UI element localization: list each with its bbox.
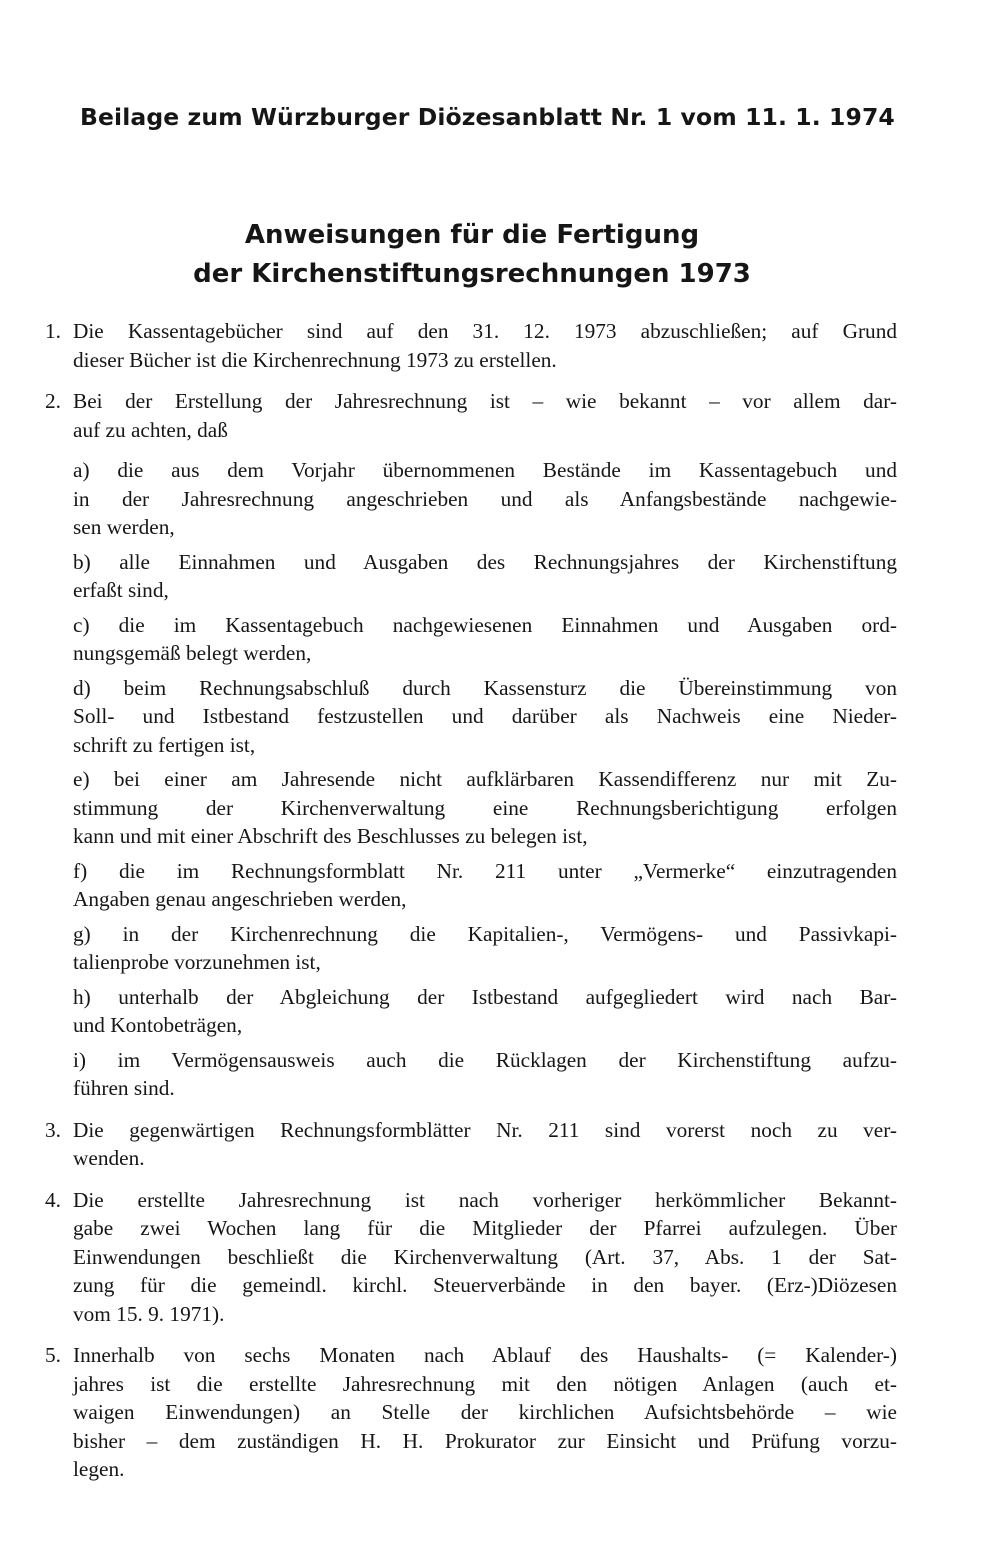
text-line: a) die aus dem Vorjahr übernommenen Bestände im Kassentagebuch und	[73, 458, 897, 482]
instruction-item-4	[45, 1186, 897, 1329]
subitem-f	[73, 857, 897, 914]
text-line: erfaßt sind,	[73, 578, 169, 602]
item-text	[73, 1186, 897, 1329]
item-number: 3.	[45, 1117, 61, 1142]
text-line: und Kontobeträgen,	[73, 1013, 243, 1037]
text-line: führen sind.	[73, 1076, 175, 1100]
title-line-1: Anweisungen für die Fertigung	[244, 220, 700, 250]
text-line: Die Kassentagebücher sind auf den 31. 12. 1973 abzuschließen; auf Grund	[73, 319, 897, 343]
text-line: g) in der Kirchenrechnung die Kapitalien-, Vermögens- und Passivkapi-	[73, 921, 897, 946]
text-line: Soll- und Istbestand festzustellen und darüber als Nachweis eine Nieder-	[73, 704, 897, 728]
text-line: nungsgemäß belegt werden,	[73, 641, 312, 665]
supplement-header: Beilage zum Würzburger Diözesanblatt Nr. 1 vom 11. 1. 1974	[80, 103, 895, 131]
item-text	[73, 387, 897, 444]
instruction-item-2	[45, 387, 897, 1103]
text-line: d) beim Rechnungsabschluß durch Kassensturz die Übereinstimmung von	[73, 675, 897, 700]
text-line: bisher – dem zuständigen H. H. Prokurator zur Einsicht und Prüfung vorzu-	[73, 1428, 897, 1453]
text-line: wenden.	[73, 1146, 145, 1170]
instruction-item-5	[45, 1341, 897, 1484]
text-line: schrift zu fertigen ist,	[73, 732, 256, 757]
subitem-b	[73, 548, 897, 605]
text-line: h) unterhalb der Abgleichung der Istbestand aufgegliedert wird nach Bar-	[73, 984, 897, 1009]
text-line: i) im Vermögensausweis auch die Rücklagen der Kirchenstiftung aufzu-	[73, 1047, 897, 1072]
text-line: waigen Einwendungen) an Stelle der kirchlichen Aufsichtsbehörde – wie	[73, 1400, 897, 1424]
instructions-list	[45, 317, 897, 1484]
text-line: f) die im Rechnungsformblatt Nr. 211 unter „Vermerke“ einzutragenden	[73, 858, 897, 883]
subitem-d	[73, 674, 897, 760]
text-line: zung für die gemeindl. kirchl. Steuerverbände in den bayer. (Erz-)Diözesen	[73, 1273, 897, 1297]
text-line: vom 15. 9. 1971).	[73, 1301, 225, 1326]
text-line: c) die im Kassentagebuch nachgewiesenen Einnahmen und Ausgaben ord-	[73, 612, 897, 637]
text-line: Die erstellte Jahresrechnung ist nach vorheriger herkömmlicher Bekannt-	[73, 1187, 897, 1212]
subitem-i	[73, 1046, 897, 1103]
text-line: auf zu achten, daß	[73, 417, 228, 442]
document-title	[0, 216, 944, 294]
text-line: b) alle Einnahmen und Ausgaben des Rechnungsjahres der Kirchenstiftung	[73, 549, 897, 574]
text-line: Die gegenwärtigen Rechnungsformblätter Nr. 211 sind vorerst noch zu ver-	[73, 1117, 897, 1142]
item-number: 2.	[45, 389, 61, 413]
text-line: kann und mit einer Abschrift des Beschlusses zu belegen ist,	[73, 824, 588, 848]
text-line: jahres ist die erstellte Jahresrechnung mit den nötigen Anlagen (auch et-	[73, 1371, 897, 1396]
item-number: 5.	[45, 1343, 61, 1367]
subitem-e	[73, 765, 897, 851]
text-line: Einwendungen beschließt die Kirchenverwaltung (Art. 37, Abs. 1 der Sat-	[73, 1244, 897, 1269]
text-line: Bei der Erstellung der Jahresrechnung ist – wie bekannt – vor allem dar-	[73, 389, 897, 413]
subitem-c	[73, 611, 897, 668]
subitem-a	[73, 456, 897, 542]
instruction-item-1	[45, 317, 897, 374]
item-text	[73, 1341, 897, 1484]
item-number: 1.	[45, 319, 61, 343]
title-line-2: der Kirchenstiftungsrechnungen 1973	[193, 259, 751, 289]
text-line: dieser Bücher ist die Kirchenrechnung 1973 zu erstellen.	[73, 347, 557, 372]
item-text	[73, 317, 897, 374]
text-line: Angaben genau angeschrieben werden,	[73, 887, 407, 911]
item-number: 4.	[45, 1187, 61, 1212]
text-line: legen.	[73, 1457, 125, 1481]
text-line: stimmung der Kirchenverwaltung eine Rechnungsberichtigung erfolgen	[73, 795, 897, 820]
text-line: e) bei einer am Jahresende nicht aufklärbaren Kassendifferenz nur mit Zu-	[73, 767, 897, 791]
subitem-g	[73, 920, 897, 977]
text-line: sen werden,	[73, 515, 175, 539]
instruction-item-3	[45, 1116, 897, 1173]
subitem-h	[73, 983, 897, 1040]
text-line: gabe zwei Wochen lang für die Mitglieder der Pfarrei aufzulegen. Über	[73, 1216, 897, 1240]
text-line: talienprobe vorzunehmen ist,	[73, 950, 321, 974]
text-line: Innerhalb von sechs Monaten nach Ablauf des Haushalts- (= Kalender-)	[73, 1343, 897, 1367]
item-text	[73, 1116, 897, 1173]
text-line: in der Jahresrechnung angeschrieben und als Anfangsbestände nachgewie-	[73, 486, 897, 511]
